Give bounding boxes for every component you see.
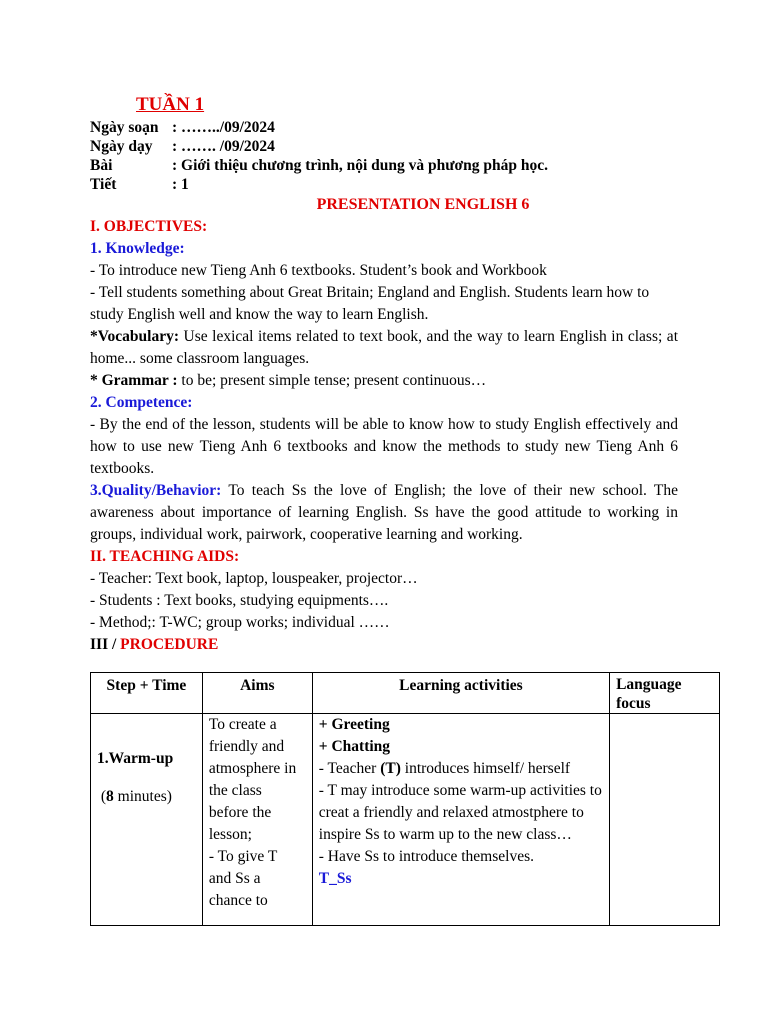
procedure-title: PROCEDURE [120, 636, 219, 653]
header-value: : ……. /09/2024 [172, 138, 275, 155]
aims-line: lesson; [208, 826, 252, 843]
procedure-table [90, 672, 720, 926]
header-value: : ……../09/2024 [172, 119, 275, 136]
activity-item-2: - T may introduce some warm-up activities to creat a friendly and relaxed atmostphere to inspire Ss to warm up to the new class… [318, 782, 602, 843]
step-label: 1.Warm-up [97, 750, 174, 767]
procedure-heading [90, 634, 678, 656]
knowledge-item-2: - Tell students something about Great Britain; England and English. Students learn how to study English well and know the way to learn English. [90, 284, 650, 323]
teaching-aids-heading: II. TEACHING AIDS: [90, 548, 240, 565]
column-header-learning-activities: Learning activities [312, 673, 609, 714]
vocabulary-text: Use lexical items related to text book, and the way to learn English in class; at home... some classroom languages. [90, 328, 678, 367]
header-row-teach-date [90, 137, 678, 156]
header-label: Ngày soạn [90, 119, 159, 136]
week-label: TUẦN 1 [136, 94, 205, 115]
header-row-lesson [90, 156, 678, 175]
quality-text: To teach Ss the love of English; the love of their new school. The awareness about importance of learning English. Ss have the good attitude to working in groups, individual work, pairwork, cooperative learning and working. [90, 482, 678, 543]
aids-item-teacher: - Teacher: Text book, laptop, louspeaker, projector… [90, 570, 418, 587]
aims-cell [202, 714, 312, 926]
aims-line: - To give T [208, 848, 278, 865]
header-label: Ngày dạy [90, 138, 153, 155]
language-focus-cell [610, 714, 720, 926]
grammar-label: * Grammar : [90, 372, 178, 389]
header-label: Bài [90, 157, 113, 174]
header-label: Tiết [90, 176, 117, 193]
vocabulary-label: *Vocabulary: [90, 328, 179, 345]
aims-line: friendly and [208, 738, 285, 755]
aims-line: the class [208, 782, 262, 799]
lesson-plan-body [90, 92, 678, 656]
header-row-period [90, 175, 678, 194]
aims-line: To create a [208, 716, 277, 733]
table-header-row [91, 673, 720, 714]
duration-number: 8 [106, 788, 114, 805]
aids-item-students: - Students : Text books, studying equipments…. [90, 592, 389, 609]
competence-heading: 2. Competence: [90, 394, 193, 411]
activities-cell [312, 714, 609, 926]
activity-item-3: - Have Ss to introduce themselves. [318, 848, 534, 865]
header-value: : 1 [172, 176, 189, 193]
step-time-cell [91, 714, 203, 926]
activity-greeting: + Greeting [318, 716, 390, 733]
column-header-language-focus: Language focus [610, 673, 720, 714]
aids-item-method: - Method;: T-WC; group works; individual …… [90, 614, 390, 631]
knowledge-item-1: - To introduce new Tieng Anh 6 textbooks. Student’s book and Workbook [90, 262, 547, 279]
header-row-prep-date [90, 118, 678, 137]
quality-paragraph [90, 480, 678, 546]
grammar-paragraph [90, 370, 678, 392]
interaction-pattern: T_Ss [318, 870, 352, 887]
competence-text: - By the end of the lesson, students will be able to know how to study English effectively and how to use new Tieng Anh 6 textbooks and know the methods to study new Tieng Anh 6 textbooks. [90, 416, 678, 477]
document-title: PRESENTATION ENGLISH 6 [316, 196, 530, 213]
objectives-heading: I. OBJECTIVES: [90, 218, 208, 235]
knowledge-heading: 1. Knowledge: [90, 240, 185, 257]
aims-line: and Ss a [208, 870, 261, 887]
column-header-step-time: Step + Time [91, 673, 203, 714]
quality-label: 3.Quality/Behavior: [90, 482, 222, 499]
aims-line: before the [208, 804, 272, 821]
table-row [91, 714, 720, 926]
step-duration: (8 minutes) [100, 788, 172, 805]
procedure-prefix: III / [90, 636, 121, 653]
activity-item-1: - Teacher (T) introduces himself/ herself [318, 760, 571, 777]
aims-line: chance to [208, 892, 268, 909]
column-header-aims: Aims [202, 673, 312, 714]
header-value: : Giới thiệu chương trình, nội dung và phương pháp học. [172, 157, 548, 174]
activity-chatting: + Chatting [318, 738, 391, 755]
vocabulary-paragraph [90, 326, 678, 370]
grammar-text: to be; present simple tense; present continuous… [177, 372, 487, 389]
aims-line: atmosphere in [208, 760, 297, 777]
